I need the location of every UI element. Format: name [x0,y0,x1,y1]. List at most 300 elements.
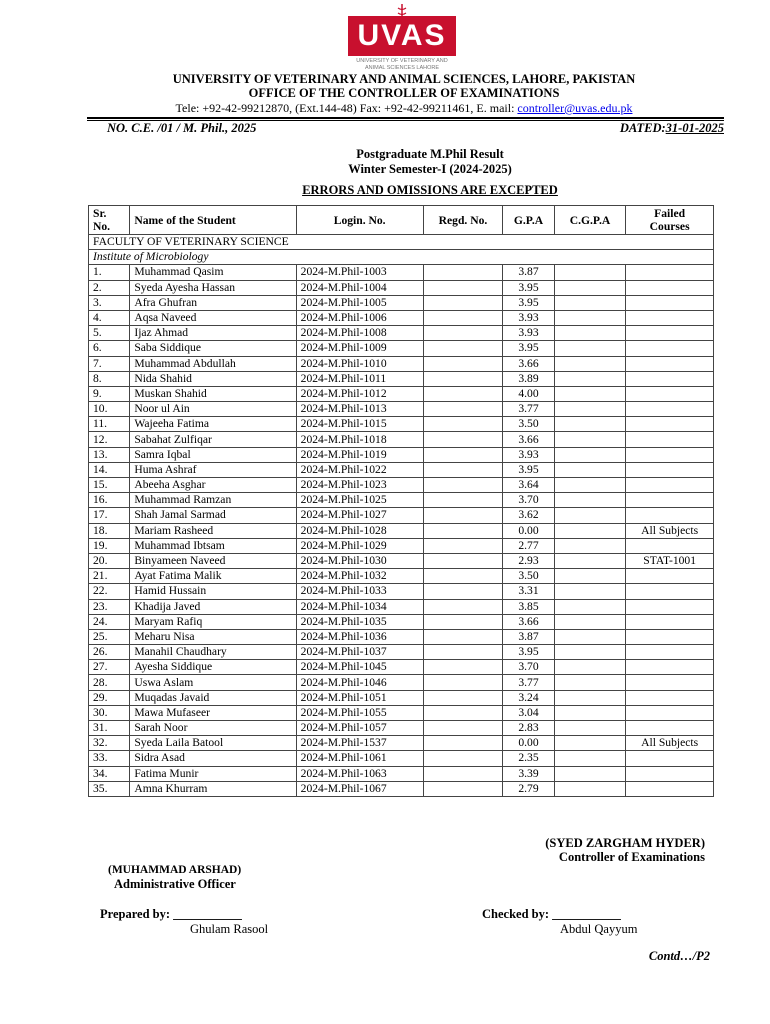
cell-cgpa [554,417,626,432]
cell-sr: 15. [89,478,130,493]
cell-cgpa [554,660,626,675]
cell-login: 2024-M.Phil-1051 [296,690,423,705]
cell-gpa: 3.85 [503,599,554,614]
cell-regd [423,523,503,538]
cell-cgpa [554,569,626,584]
cell-name: Uswa Aslam [130,675,296,690]
cell-cgpa [554,736,626,751]
cell-regd [423,766,503,781]
cell-failed [626,599,714,614]
cell-name: Hamid Hussain [130,584,296,599]
cell-name: Shah Jamal Sarmad [130,508,296,523]
cell-gpa: 3.24 [503,690,554,705]
table-row [89,599,714,614]
semester-title: Winter Semester-I (2024-2025) [348,162,512,176]
cell-failed [626,675,714,690]
cell-login: 2024-M.Phil-1018 [296,432,423,447]
cell-cgpa [554,645,626,660]
cell-gpa: 3.93 [503,310,554,325]
cell-gpa: 3.95 [503,645,554,660]
cell-gpa: 2.93 [503,553,554,568]
cell-name: Wajeeha Fatima [130,417,296,432]
cell-regd [423,386,503,401]
header-cgpa: C.G.P.A [554,206,626,235]
cell-name: Sabahat Zulfiqar [130,432,296,447]
cell-failed [626,766,714,781]
cell-failed [626,614,714,629]
institute-name: Institute of Microbiology [89,250,714,265]
cell-login: 2024-M.Phil-1036 [296,629,423,644]
table-row [89,371,714,386]
admin-name: (MUHAMMAD ARSHAD) [108,864,242,876]
cell-failed [626,781,714,796]
cell-failed [626,295,714,310]
cell-gpa: 0.00 [503,523,554,538]
faculty-row [89,235,714,250]
cell-gpa: 3.31 [503,584,554,599]
cell-login: 2024-M.Phil-1008 [296,326,423,341]
cell-regd [423,751,503,766]
cell-gpa: 3.93 [503,447,554,462]
table-row [89,584,714,599]
cell-name: Ayesha Siddique [130,660,296,675]
cell-regd [423,310,503,325]
result-title: Postgraduate M.Phil Result [356,147,504,161]
cell-failed [626,402,714,417]
cell-sr: 9. [89,386,130,401]
cell-cgpa [554,766,626,781]
table-row [89,721,714,736]
uvas-logo [346,4,458,76]
cell-name: Abeeha Asghar [130,478,296,493]
cell-login: 2024-M.Phil-1067 [296,781,423,796]
table-row [89,538,714,553]
cell-login: 2024-M.Phil-1013 [296,402,423,417]
cell-regd [423,721,503,736]
cell-cgpa [554,462,626,477]
cell-sr: 35. [89,781,130,796]
cell-login: 2024-M.Phil-1030 [296,553,423,568]
header-sr-line1: Sr. [93,207,107,220]
cell-failed: STAT-1001 [626,553,714,568]
errors-notice [0,183,770,198]
cell-login: 2024-M.Phil-1063 [296,766,423,781]
cell-login: 2024-M.Phil-1005 [296,295,423,310]
cell-sr: 22. [89,584,130,599]
cell-name: Aqsa Naveed [130,310,296,325]
cell-regd [423,508,503,523]
cell-regd [423,599,503,614]
table-header-row [89,206,714,235]
logo-subtitle-line1: UNIVERSITY OF VETERINARY AND [356,58,448,64]
cell-sr: 14. [89,462,130,477]
cell-sr: 27. [89,660,130,675]
cell-name: Khadija Javed [130,599,296,614]
cell-login: 2024-M.Phil-1027 [296,508,423,523]
dated-value: 31-01-2025 [665,121,724,135]
cell-sr: 26. [89,645,130,660]
cell-failed [626,660,714,675]
cell-regd [423,280,503,295]
cell-sr: 11. [89,417,130,432]
cell-cgpa [554,280,626,295]
cell-login: 2024-M.Phil-1023 [296,478,423,493]
cell-login: 2024-M.Phil-1009 [296,341,423,356]
university-name: UNIVERSITY OF VETERINARY AND ANIMAL SCIENCES, LAHORE, PAKISTAN [172,72,636,86]
cell-gpa: 3.66 [503,614,554,629]
cell-cgpa [554,341,626,356]
table-body [89,235,714,797]
cell-cgpa [554,690,626,705]
cell-sr: 1. [89,265,130,280]
cell-failed [626,705,714,720]
cell-sr: 24. [89,614,130,629]
cell-name: Fatima Munir [130,766,296,781]
cell-gpa: 3.93 [503,326,554,341]
table-row [89,569,714,584]
cell-regd [423,538,503,553]
cell-gpa: 4.00 [503,386,554,401]
cell-login: 2024-M.Phil-1012 [296,386,423,401]
office-name: OFFICE OF THE CONTROLLER OF EXAMINATIONS [248,86,560,100]
cell-failed [626,341,714,356]
header-failed-line2: Courses [649,220,690,233]
table-row [89,402,714,417]
cell-cgpa [554,523,626,538]
table-row [89,265,714,280]
cell-gpa: 3.70 [503,660,554,675]
cell-login: 2024-M.Phil-1010 [296,356,423,371]
cell-failed [626,310,714,325]
cell-failed [626,629,714,644]
cell-sr: 29. [89,690,130,705]
cell-failed [626,690,714,705]
cell-sr: 6. [89,341,130,356]
cell-gpa: 3.95 [503,280,554,295]
cell-name: Meharu Nisa [130,629,296,644]
contact-line [0,101,770,116]
cell-regd [423,462,503,477]
cell-login: 2024-M.Phil-1034 [296,599,423,614]
cell-regd [423,781,503,796]
cell-sr: 7. [89,356,130,371]
cell-cgpa [554,675,626,690]
cell-sr: 13. [89,447,130,462]
cell-sr: 10. [89,402,130,417]
cell-failed [626,478,714,493]
cell-cgpa [554,751,626,766]
table-row [89,736,714,751]
header-failed-line1: Failed [654,207,686,220]
cell-sr: 17. [89,508,130,523]
cell-failed [626,371,714,386]
cell-name: Muqadas Javaid [130,690,296,705]
cell-gpa: 3.77 [503,675,554,690]
cell-failed [626,432,714,447]
table-row [89,341,714,356]
cell-cgpa [554,781,626,796]
table-row [89,705,714,720]
prepared-by-label: Prepared by: ___________ [100,907,242,921]
admin-title: Administrative Officer [114,877,236,891]
cell-cgpa [554,493,626,508]
cell-sr: 4. [89,310,130,325]
cell-cgpa [554,629,626,644]
cell-name: Muskan Shahid [130,386,296,401]
cell-failed [626,508,714,523]
cell-failed [626,751,714,766]
cell-regd [423,478,503,493]
cell-name: Sidra Asad [130,751,296,766]
cell-regd [423,371,503,386]
cell-name: Muhammad Qasim [130,265,296,280]
cell-cgpa [554,432,626,447]
table-row [89,629,714,644]
cell-sr: 19. [89,538,130,553]
cell-failed [626,280,714,295]
cell-login: 2024-M.Phil-1057 [296,721,423,736]
table-row [89,432,714,447]
cell-name: Samra Iqbal [130,447,296,462]
cell-failed [626,447,714,462]
header-rule-thick [87,117,724,119]
cell-login: 2024-M.Phil-1025 [296,493,423,508]
errors-notice-text: ERRORS AND OMISSIONS ARE EXCEPTED [302,183,558,197]
cell-name: Ayat Fatima Malik [130,569,296,584]
cell-cgpa [554,553,626,568]
cell-sr: 34. [89,766,130,781]
cell-login: 2024-M.Phil-1061 [296,751,423,766]
cell-regd [423,432,503,447]
cell-sr: 2. [89,280,130,295]
cell-failed [626,493,714,508]
cell-regd [423,629,503,644]
table-row [89,295,714,310]
logo-subtitle-line2: ANIMAL SCIENCES LAHORE [364,65,440,71]
reference-number: NO. C.E. /01 / M. Phil., 2025 [107,121,257,135]
table-row [89,766,714,781]
cell-regd [423,356,503,371]
continued-marker: Contd…/P2 [648,949,710,963]
cell-regd [423,675,503,690]
cell-login: 2024-M.Phil-1029 [296,538,423,553]
cell-gpa: 3.87 [503,629,554,644]
cell-regd [423,447,503,462]
table-row [89,690,714,705]
cell-login: 2024-M.Phil-1004 [296,280,423,295]
cell-gpa: 3.95 [503,341,554,356]
cell-sr: 23. [89,599,130,614]
cell-login: 2024-M.Phil-1033 [296,584,423,599]
header-regd: Regd. No. [423,206,503,235]
cell-failed [626,721,714,736]
email-link[interactable]: controller@uvas.edu.pk [517,101,633,115]
header-sr [89,206,130,235]
table-row [89,417,714,432]
header-gpa: G.P.A [503,206,554,235]
cell-cgpa [554,447,626,462]
cell-gpa: 0.00 [503,736,554,751]
cell-failed [626,462,714,477]
cell-cgpa [554,386,626,401]
cell-gpa: 3.87 [503,265,554,280]
cell-gpa: 2.79 [503,781,554,796]
cell-name: Muhammad Ibtsam [130,538,296,553]
cell-name: Muhammad Ramzan [130,493,296,508]
cell-sr: 28. [89,675,130,690]
cell-regd [423,569,503,584]
cell-cgpa [554,614,626,629]
cell-gpa: 3.77 [503,402,554,417]
cell-sr: 33. [89,751,130,766]
cell-failed [626,538,714,553]
result-table [88,205,714,797]
cell-gpa: 3.04 [503,705,554,720]
cell-cgpa [554,705,626,720]
cell-cgpa [554,599,626,614]
cell-name: Syeda Laila Batool [130,736,296,751]
cell-cgpa [554,584,626,599]
table-row [89,356,714,371]
cell-login: 2024-M.Phil-1537 [296,736,423,751]
cell-login: 2024-M.Phil-1015 [296,417,423,432]
table-row [89,508,714,523]
cell-regd [423,645,503,660]
cell-cgpa [554,721,626,736]
header-login: Login. No. [296,206,423,235]
cell-regd [423,660,503,675]
table-row [89,310,714,325]
cell-name: Binyameen Naveed [130,553,296,568]
cell-gpa: 3.70 [503,493,554,508]
cell-regd [423,402,503,417]
cell-login: 2024-M.Phil-1035 [296,614,423,629]
cell-name: Maryam Rafiq [130,614,296,629]
faculty-name: FACULTY OF VETERINARY SCIENCE [89,235,714,250]
cell-failed [626,569,714,584]
cell-login: 2024-M.Phil-1046 [296,675,423,690]
table-row [89,675,714,690]
cell-cgpa [554,508,626,523]
cell-cgpa [554,371,626,386]
table-row [89,326,714,341]
cell-cgpa [554,478,626,493]
cell-name: Nida Shahid [130,371,296,386]
cell-login: 2024-M.Phil-1011 [296,371,423,386]
cell-regd [423,417,503,432]
contact-text: Tele: +92-42-99212870, (Ext.144-48) Fax: +92-42-99211461, E. mail: [175,101,518,115]
cell-name: Amna Khurram [130,781,296,796]
cell-sr: 16. [89,493,130,508]
table-row [89,523,714,538]
cell-gpa: 3.50 [503,417,554,432]
cell-login: 2024-M.Phil-1037 [296,645,423,660]
cell-name: Mawa Mufaseer [130,705,296,720]
cell-cgpa [554,310,626,325]
cell-name: Muhammad Abdullah [130,356,296,371]
cell-regd [423,326,503,341]
cell-failed [626,417,714,432]
table-row [89,781,714,796]
dated-label: DATED: [619,121,666,135]
cell-sr: 21. [89,569,130,584]
table-row [89,660,714,675]
table-row [89,386,714,401]
cell-name: Ijaz Ahmad [130,326,296,341]
cell-name: Huma Ashraf [130,462,296,477]
table-row [89,553,714,568]
cell-regd [423,690,503,705]
table-row [89,447,714,462]
cell-sr: 31. [89,721,130,736]
cell-gpa: 3.95 [503,295,554,310]
cell-login: 2024-M.Phil-1019 [296,447,423,462]
cell-gpa: 3.89 [503,371,554,386]
controller-name: (SYED ZARGHAM HYDER) [545,836,705,850]
checked-by-name: Abdul Qayyum [560,922,638,936]
table-row [89,751,714,766]
cell-gpa: 3.62 [503,508,554,523]
cell-cgpa [554,265,626,280]
cell-gpa: 2.35 [503,751,554,766]
cell-sr: 25. [89,629,130,644]
cell-name: Saba Siddique [130,341,296,356]
cell-failed [626,356,714,371]
cell-failed [626,265,714,280]
cell-failed [626,386,714,401]
cell-regd [423,553,503,568]
cell-sr: 32. [89,736,130,751]
prepared-by-name: Ghulam Rasool [190,922,269,936]
cell-login: 2024-M.Phil-1055 [296,705,423,720]
cell-login: 2024-M.Phil-1028 [296,523,423,538]
cell-cgpa [554,295,626,310]
table-row [89,645,714,660]
cell-gpa: 2.83 [503,721,554,736]
table-row [89,614,714,629]
cell-login: 2024-M.Phil-1032 [296,569,423,584]
cell-gpa: 3.66 [503,432,554,447]
header-failed [626,206,714,235]
cell-regd [423,493,503,508]
cell-sr: 3. [89,295,130,310]
header-name: Name of the Student [130,206,296,235]
table-row [89,280,714,295]
cell-gpa: 3.50 [503,569,554,584]
cell-gpa: 3.95 [503,462,554,477]
cell-gpa: 2.77 [503,538,554,553]
cell-cgpa [554,538,626,553]
cell-failed [626,326,714,341]
institute-row [89,250,714,265]
table-row [89,478,714,493]
cell-name: Mariam Rasheed [130,523,296,538]
table-row [89,462,714,477]
cell-cgpa [554,402,626,417]
cell-cgpa [554,356,626,371]
cell-gpa: 3.39 [503,766,554,781]
cell-gpa: 3.64 [503,478,554,493]
date-line [620,121,724,136]
cell-name: Afra Ghufran [130,295,296,310]
cell-regd [423,584,503,599]
cell-regd [423,341,503,356]
cell-failed: All Subjects [626,736,714,751]
cell-gpa: 3.66 [503,356,554,371]
cell-regd [423,265,503,280]
cell-regd [423,736,503,751]
cell-login: 2024-M.Phil-1006 [296,310,423,325]
